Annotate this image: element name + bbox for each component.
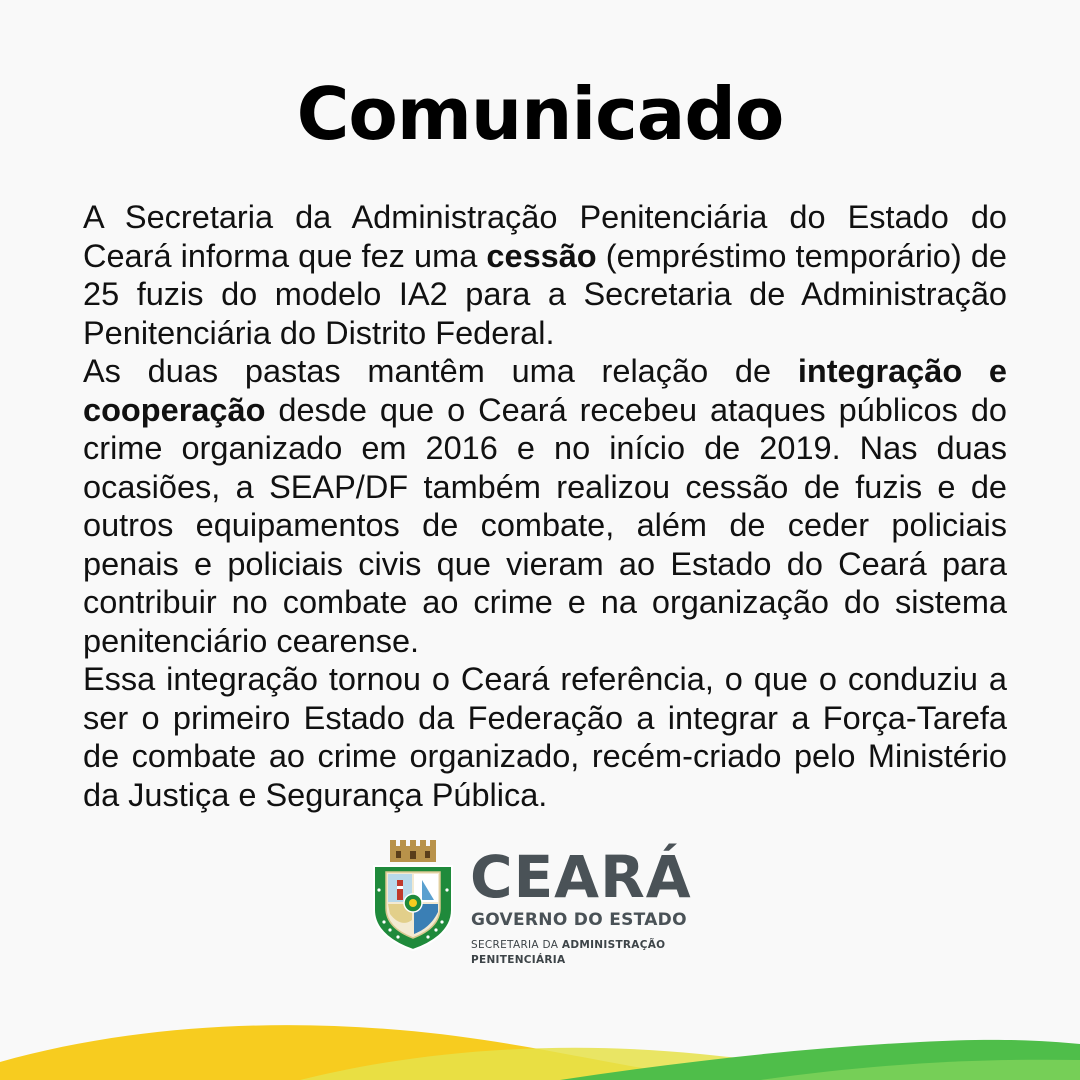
paragraph-2: [83, 352, 1007, 660]
department-line-1: [471, 939, 665, 951]
paragraph-2-text: As duas pastas mantêm uma relação de: [83, 353, 798, 389]
page-title: Comunicado: [296, 72, 784, 156]
paragraph-3: [83, 660, 1007, 814]
announcement-body: [83, 198, 1007, 814]
decorative-waves: [0, 1010, 1080, 1080]
department-prefix: SECRETARIA DA: [471, 939, 562, 951]
brand-subtitle: GOVERNO DO ESTADO: [471, 910, 687, 930]
ceara-coat-of-arms-icon: [370, 840, 456, 952]
department-line-2: PENITENCIÁRIA: [471, 954, 566, 966]
department-bold: ADMINISTRAÇÃO: [561, 939, 666, 951]
paragraph-2-bold: integração e cooperação: [83, 353, 1007, 428]
paragraph-1-bold: cessão: [486, 237, 597, 274]
paragraph-1-text: A Secretaria da Administração Penitenciária do Estado do Ceará informa que fez uma: [83, 199, 1007, 274]
paragraph-1: [83, 198, 1007, 352]
paragraph-2-text-end: desde que o Ceará recebeu ataques públicos do crime organizado em 2016 e no início de 2019. Nas duas ocasiões, a SEAP/DF também realizou cessão de fuzis e de outros equipamentos de combate, além de ceder policiais penais e policiais civis que vieram ao Estado do Ceará para contribuir no combate ao crime e na organização do sistema penitenciário cearense.: [83, 391, 1007, 659]
ceara-government-logo: [370, 840, 730, 970]
paragraph-1-text-end: (empréstimo temporário) de 25 fuzis do modelo IA2 para a Secretaria de Administração Penitenciária do Distrito Federal.: [83, 237, 1007, 351]
brand-name: CEARÁ: [470, 843, 692, 911]
paragraph-3-text: Essa integração tornou o Ceará referência, o que o conduziu a ser o primeiro Estado da Federação a integrar a Força-Tarefa de combate ao crime organizado, recém-criado pelo Ministério da Justiça e Segurança Pública.: [83, 661, 1007, 813]
